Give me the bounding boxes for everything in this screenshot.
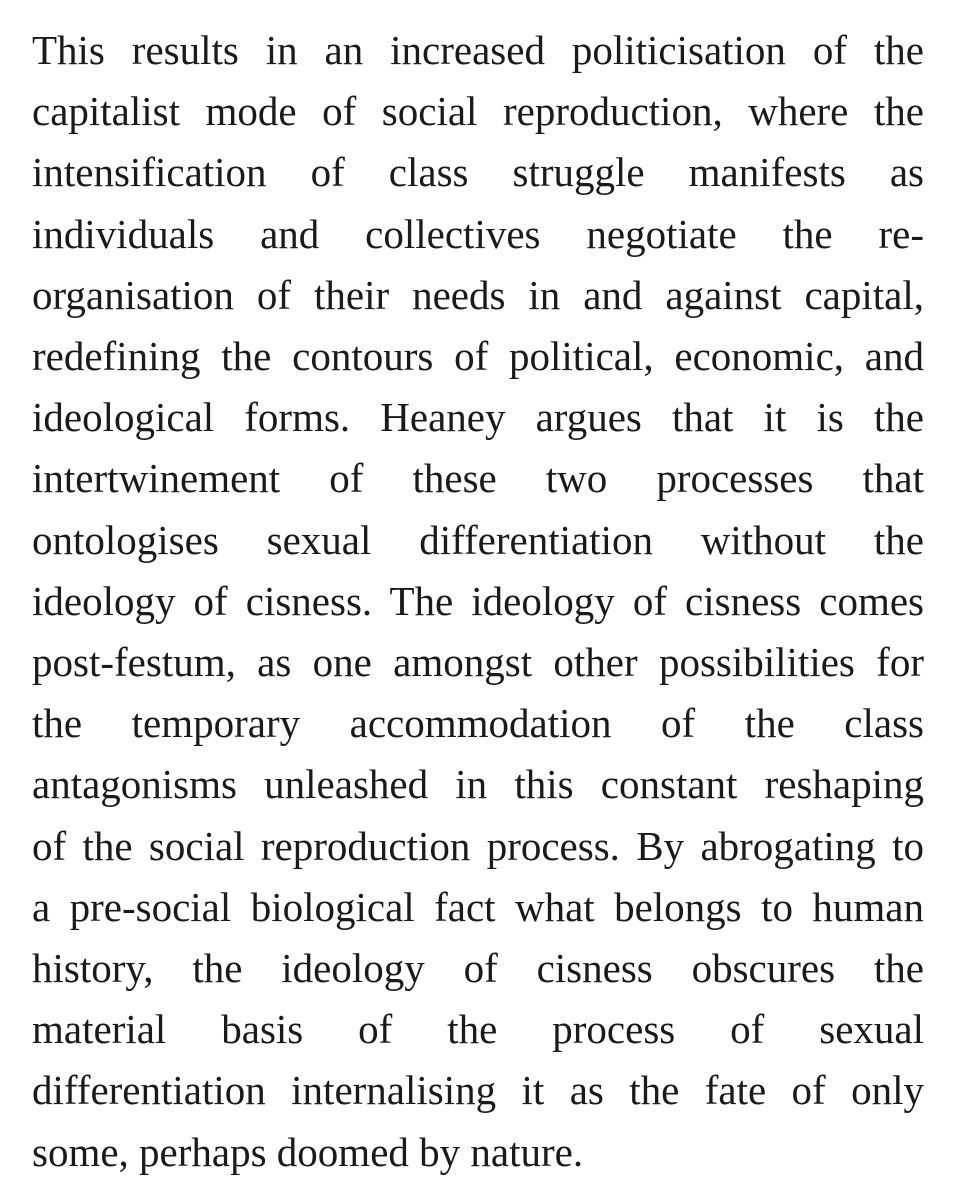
text-line-11: post-festum, as one amongst other possibilities for xyxy=(32,639,924,686)
text-line-6: redefining the contours of political, economic, and xyxy=(32,333,924,380)
text-line-4: individuals and collectives negotiate the re- xyxy=(32,210,924,257)
text-line-2: capitalist mode of social reproduction, where the xyxy=(32,88,924,135)
text-line-14: of the social reproduction process. By abrogating to xyxy=(32,822,924,869)
text-line-18: differentiation internalising it as the fate of only xyxy=(32,1067,924,1114)
text-line-5: organisation of their needs in and against capital, xyxy=(32,271,924,318)
text-line-17: material basis of the process of sexual xyxy=(32,1006,924,1053)
body-paragraph xyxy=(32,20,924,1183)
text-line-10: ideology of cisness. The ideology of cisness comes xyxy=(32,577,924,624)
text-line-12: the temporary accommodation of the class xyxy=(32,700,924,747)
text-line-19: some, perhaps doomed by nature. xyxy=(32,1128,584,1175)
text-line-13: antagonisms unleashed in this constant reshaping xyxy=(32,761,924,808)
text-line-9: ontologises sexual differentiation without the xyxy=(32,516,924,563)
text-line-3: intensification of class struggle manifests as xyxy=(32,149,924,196)
text-line-7: ideological forms. Heaney argues that it is the xyxy=(32,394,924,441)
text-line-1: This results in an increased politicisation of the xyxy=(32,27,924,73)
text-line-16: history, the ideology of cisness obscures the xyxy=(32,945,924,992)
text-line-15: a pre-social biological fact what belongs to human xyxy=(32,883,924,930)
text-line-8: intertwinement of these two processes that xyxy=(32,455,924,502)
